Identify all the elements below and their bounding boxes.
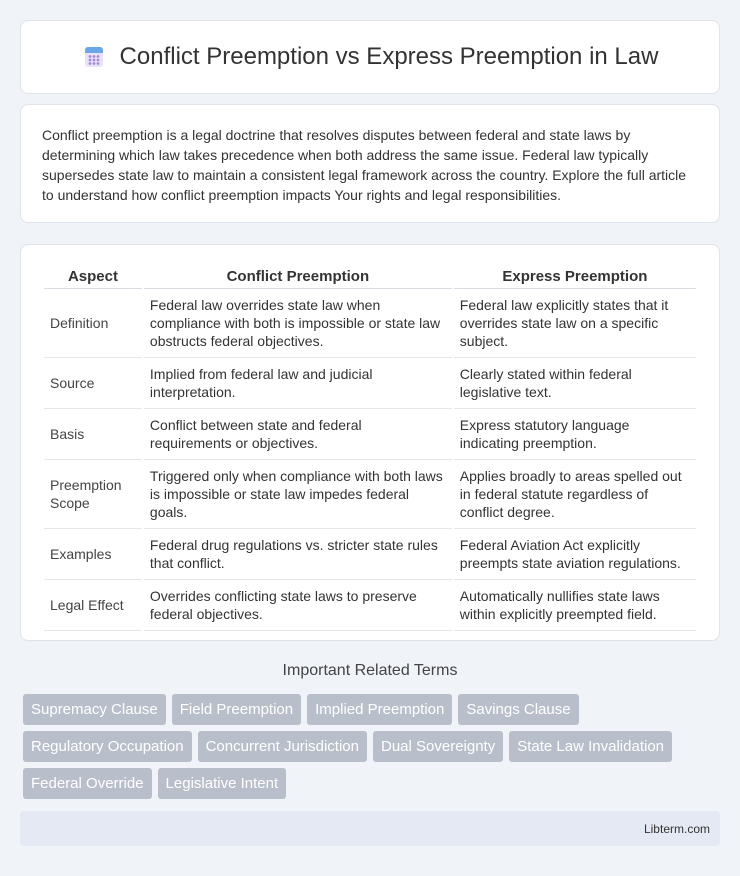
row-conflict-cell: Overrides conflicting state laws to preserve federal objectives.: [144, 580, 452, 631]
footer-site-link[interactable]: Libterm.com: [643, 821, 710, 836]
header-conflict-preemption: Conflict Preemption: [144, 265, 452, 289]
row-conflict-cell: Implied from federal law and judicial interpretation.: [144, 358, 452, 409]
tag-row: [23, 731, 723, 762]
footer: [20, 811, 720, 846]
row-conflict-cell: Federal drug regulations vs. stricter state rules that conflict.: [144, 529, 452, 580]
tag-savings-clause[interactable]: Savings Clause: [458, 694, 578, 725]
row-aspect: Legal Effect: [44, 580, 142, 631]
row-express-cell: Automatically nullifies state laws within explicitly preempted field.: [454, 580, 696, 631]
tag-dual-sovereignty[interactable]: Dual Sovereignty: [373, 731, 503, 762]
intro-text: Conflict preemption is a legal doctrine that resolves disputes between federal and state laws by determining which law takes precedence when both address the same issue. Federal law typically supersedes state law to maintain a consistent legal framework across the country. Explore the full article to understand how conflict preemption impacts Your rights and legal responsibilities.: [42, 127, 687, 203]
row-express-cell: Express statutory language indicating preemption.: [454, 409, 696, 460]
row-conflict-cell: Federal law overrides state law when compliance with both is impossible or state law obstructs federal objectives.: [144, 289, 452, 358]
tag-row: [23, 694, 723, 725]
intro-card: [20, 104, 720, 223]
header-express-preemption: Express Preemption: [454, 265, 696, 289]
row-express-cell: Clearly stated within federal legislative text.: [454, 358, 696, 409]
title-card: [20, 20, 720, 94]
tag-supremacy-clause[interactable]: Supremacy Clause: [23, 694, 166, 725]
calculator-icon: [82, 45, 106, 69]
table-row: [44, 460, 696, 529]
tag-state-law-invalidation[interactable]: State Law Invalidation: [509, 731, 672, 762]
row-aspect: Definition: [44, 289, 142, 358]
table-row: [44, 358, 696, 409]
tag-row: [23, 768, 723, 799]
row-conflict-cell: Triggered only when compliance with both laws is impossible or state law impedes federal goals.: [144, 460, 452, 529]
row-aspect: Source: [44, 358, 142, 409]
row-aspect: Examples: [44, 529, 142, 580]
related-terms-title: Important Related Terms: [282, 662, 458, 679]
table-row: [44, 529, 696, 580]
table-header-row: [44, 265, 696, 289]
tag-federal-override[interactable]: Federal Override: [23, 768, 152, 799]
tag-implied-preemption[interactable]: Implied Preemption: [307, 694, 452, 725]
row-aspect: Preemption Scope: [44, 460, 142, 529]
comparison-table: [42, 265, 698, 631]
tag-regulatory-occupation[interactable]: Regulatory Occupation: [23, 731, 192, 762]
tag-concurrent-jurisdiction[interactable]: Concurrent Jurisdiction: [198, 731, 367, 762]
row-conflict-cell: Conflict between state and federal requirements or objectives.: [144, 409, 452, 460]
header-aspect: Aspect: [44, 265, 142, 289]
row-express-cell: Federal Aviation Act explicitly preempts state aviation regulations.: [454, 529, 696, 580]
page-title: Conflict Preemption vs Express Preemption in Law: [119, 43, 659, 70]
row-aspect: Basis: [44, 409, 142, 460]
tag-field-preemption[interactable]: Field Preemption: [172, 694, 301, 725]
table-row: [44, 580, 696, 631]
related-terms-list: [23, 694, 723, 805]
table-row: [44, 409, 696, 460]
table-row: [44, 289, 696, 358]
row-express-cell: Federal law explicitly states that it overrides state law on a specific subject.: [454, 289, 696, 358]
comparison-table-card: [20, 244, 720, 641]
row-express-cell: Applies broadly to areas spelled out in federal statute regardless of conflict degree.: [454, 460, 696, 529]
tag-legislative-intent[interactable]: Legislative Intent: [158, 768, 287, 799]
